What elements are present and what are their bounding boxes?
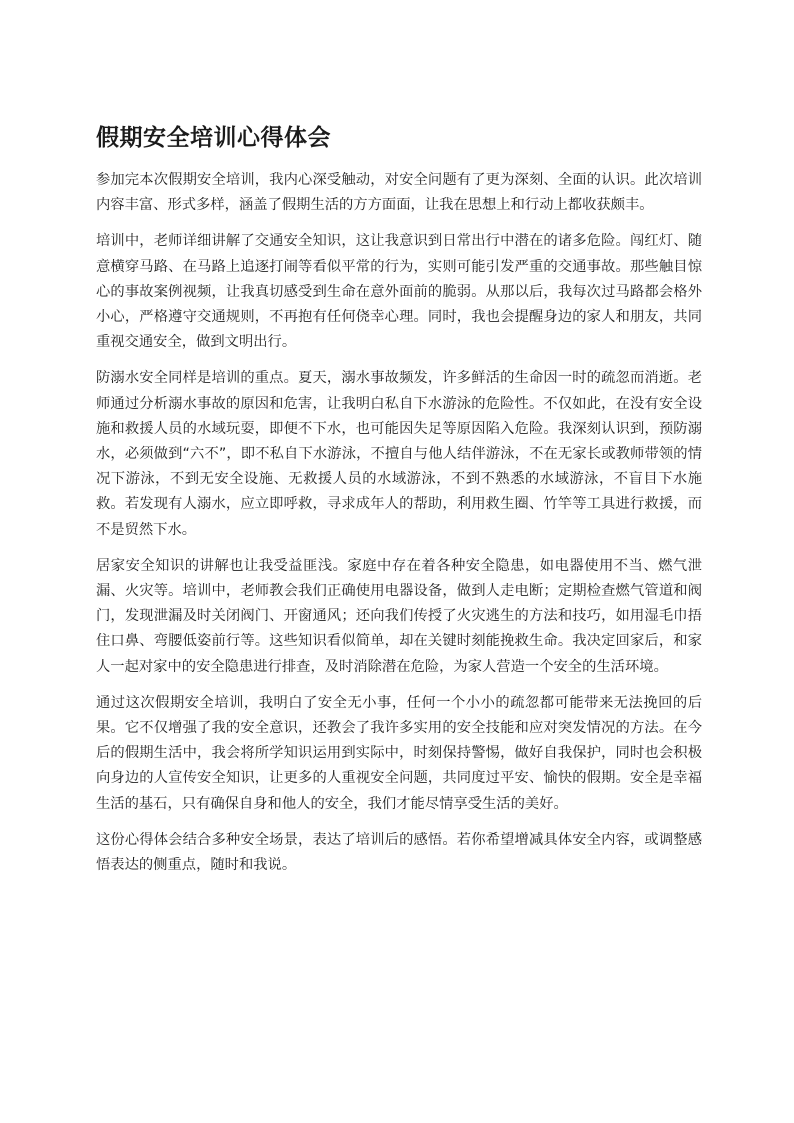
paragraph-intro: 参加完本次假期安全培训，我内心深受触动，对安全问题有了更为深刻、全面的认识。此次培训内容丰富、形式多样，涵盖了假期生活的方方面面，让我在思想上和行动上都收获颇丰。 — [96, 172, 702, 214]
paragraph-drowning-prevention: 防溺水安全同样是培训的重点。夏天，溺水事故频发，许多鲜活的生命因一时的疏忽而消逝。老师通过分析溺水事故的原因和危害，让我明白私自下水游泳的危险性。不仅如此，在没有安全设施和救援人员的水域玩耍，即便不下水，也可能因失足等原因陷入危险。我深刻认识到，预防溺水，必须做到“六不”，即不私自下水游泳，不擅自与他人结伴游泳，不在无家长或教师带领的情况下游泳，不到无安全设施、无救援人员的水域游泳，不到不熟悉的水域游泳，不盲目下水施救。若发现有人溺水，应立即呼救，寻求成年人的帮助，利用救生圈、竹竿等工具进行救援，而不是贸然下水。 — [96, 370, 702, 538]
paragraph-closing-note: 这份心得体会结合多种安全场景，表达了培训后的感悟。若你希望增减具体安全内容，或调整感悟表达的侧重点，随时和我说。 — [96, 831, 702, 874]
paragraph-traffic-safety: 培训中，老师详细讲解了交通安全知识，这让我意识到日常出行中潜在的诸多危险。闯红灯、随意横穿马路、在马路上追逐打闹等看似平常的行为，实则可能引发严重的交通事故。那些触目惊心的事故案例视频，让我真切感受到生命在意外面前的脆弱。从那以后，我每次过马路都会格外小心，严格遵守交通规则，不再抱有任何侥幸心理。同时，我也会提醒身边的家人和朋友，共同重视交通安全，做到文明出行。 — [96, 233, 702, 351]
paragraph-home-safety: 居家安全知识的讲解也让我受益匪浅。家庭中存在着各种安全隐患，如电器使用不当、燃气泄漏、火灾等。培训中，老师教会我们正确使用电器设备，做到人走电断；定期检查燃气管道和阀门，发现泄漏及时关闭阀门、开窗通风；还向我们传授了火灾逃生的方法和技巧，如用湿毛巾捂住口鼻、弯腰低姿前行等。这些知识看似简单，却在关键时刻能挽救生命。我决定回家后，和家人一起对家中的安全隐患进行排查，及时消除潜在危险，为家人营造一个安全的生活环境。 — [96, 557, 702, 675]
document-title: 假期安全培训心得体会 — [96, 125, 331, 151]
paragraph-conclusion: 通过这次假期安全培训，我明白了安全无小事，任何一个小小的疏忽都可能带来无法挽回的后果。它不仅增强了我的安全意识，还教会了我许多实用的安全技能和应对突发情况的方法。在今后的假期生活中，我会将所学知识运用到实际中，时刻保持警惕，做好自我保护，同时也会积极向身边的人宣传安全知识，让更多的人重视安全问题，共同度过平安、愉快的假期。安全是幸福生活的基石，只有确保自身和他人的安全，我们才能尽情享受生活的美好。 — [96, 694, 702, 812]
document-body — [96, 168, 702, 889]
